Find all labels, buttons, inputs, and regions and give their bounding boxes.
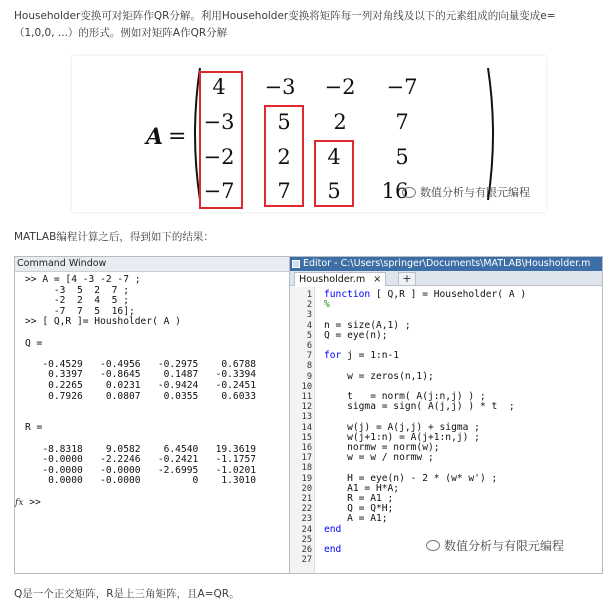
code-line: R = A1 ; <box>324 493 394 505</box>
code-line: n = size(A,1) ; <box>324 319 411 331</box>
command-output-line: 0.7926 0.0807 0.0355 0.6033 <box>25 390 257 402</box>
command-output-line: -7 7 5 16]; <box>25 305 135 317</box>
line-number: 8 <box>306 361 312 372</box>
prompt-symbol: >> <box>29 497 41 508</box>
matrix-label: A <box>146 124 164 150</box>
command-output-line: -8.8318 9.0582 6.4540 19.3619 <box>25 443 257 455</box>
line-number: 2 <box>306 300 312 311</box>
command-output-line: >> A = [4 -3 -2 -7 ; <box>25 274 141 285</box>
wechat-icon <box>402 187 416 198</box>
line-number: 4 <box>306 320 312 331</box>
command-output-line <box>25 413 256 424</box>
command-output-line <box>25 434 256 445</box>
matlab-paragraph: MATLAB编程计算之后，得到如下的结果： <box>14 231 214 243</box>
command-output-line: -0.0000 -0.0000 -2.6995 -1.0201 <box>25 464 257 476</box>
command-output-line: Q = <box>25 337 43 349</box>
line-number: 11 <box>301 392 312 403</box>
code-line: % <box>324 299 330 311</box>
code-line: end <box>324 523 342 535</box>
line-number: 21 <box>301 494 312 505</box>
command-output-line: 0.2265 0.0231 -0.9424 -0.2451 <box>25 379 257 391</box>
code-line: A1 = H*A; <box>324 482 400 494</box>
intro-line-1: Householder变换可对矩阵作QR分解。利用Householder变换将矩阵每一列对角线及以下的元素组成的向量变成e= <box>14 10 556 22</box>
editor-window <box>290 257 602 573</box>
command-output-line: -0.4529 -0.4956 -0.2975 0.6788 <box>25 358 257 370</box>
line-number: 15 <box>301 432 312 443</box>
command-window-output <box>25 275 256 487</box>
command-output-line <box>25 402 256 413</box>
tab-label: Housholder.m <box>299 274 366 285</box>
code-line: sigma = sign( A(j,j) ) * t ; <box>324 401 515 413</box>
line-number: 1 <box>306 290 312 300</box>
editor-title-bar <box>290 257 602 271</box>
matrix-cell: 4 <box>327 145 341 169</box>
line-number: 16 <box>301 443 312 454</box>
matrix-equals: = <box>168 124 187 149</box>
code-line: normw = norm(w); <box>324 442 440 454</box>
command-output-line <box>25 328 256 339</box>
editor-watermark <box>426 537 564 554</box>
command-output-line: 0.0000 -0.0000 0 1.3010 <box>25 475 257 487</box>
intro-line-2: （1,0,0, ...）的形式。例如对矩阵A作QR分解 <box>14 27 228 39</box>
command-output-line: -2 2 4 5 ; <box>25 295 129 307</box>
line-number: 22 <box>301 504 312 515</box>
line-number: 20 <box>301 483 312 494</box>
line-number: 7 <box>306 351 312 362</box>
command-output-line: >> [ Q,R ]= Housholder( A ) <box>25 316 181 328</box>
code-line: t = norm( A(j:n,j) ) ; <box>324 391 486 403</box>
matrix-cell: −2 <box>324 75 356 99</box>
matrix-figure <box>72 56 546 212</box>
line-number: 14 <box>301 422 312 433</box>
code-line: Q = Q*H; <box>324 503 394 515</box>
code-line <box>324 555 526 565</box>
command-window-title: Command Window <box>15 257 289 272</box>
code-line: end <box>324 544 342 556</box>
command-output-line: -3 5 2 7 ; <box>25 284 129 296</box>
code-line: w(j) = A(j,j) + sigma ; <box>324 421 480 433</box>
line-number: 27 <box>301 555 312 566</box>
matrix-cell: 2 <box>333 110 347 134</box>
right-paren <box>486 66 500 202</box>
line-number: 26 <box>301 545 312 556</box>
matrix-cell: 16 <box>381 179 409 203</box>
code-line: w = zeros(n,1); <box>324 370 434 382</box>
matrix-cell: −7 <box>203 179 235 203</box>
line-number: 5 <box>306 330 312 341</box>
line-number: 3 <box>306 310 312 321</box>
matrix-cell: 5 <box>327 179 341 203</box>
editor-tab-bar <box>290 271 602 286</box>
matrix-cell: −3 <box>264 75 296 99</box>
matrix-cell: 2 <box>277 145 291 169</box>
add-tab-button[interactable]: + <box>398 272 416 286</box>
code-line: H = eye(n) - 2 * (w* w') ; <box>324 472 498 484</box>
code-line: Q = eye(n); <box>324 329 388 341</box>
tab-housholder[interactable] <box>294 272 386 286</box>
matrix-cell: −7 <box>386 75 418 99</box>
code-area[interactable] <box>324 290 526 565</box>
watermark <box>402 184 530 200</box>
line-number: 13 <box>301 412 312 423</box>
command-prompt[interactable] <box>15 497 41 508</box>
close-icon[interactable]: × <box>373 274 382 285</box>
fx-icon: fx <box>15 498 24 508</box>
wechat-icon <box>426 540 440 551</box>
matlab-screenshot <box>14 256 603 574</box>
code-line: for j = 1:n-1 <box>324 350 400 362</box>
editor-window-icon <box>292 260 300 268</box>
conclusion-paragraph: Q是一个正交矩阵，R是上三角矩阵，且A=QR。 <box>14 588 240 600</box>
matrix-cell: 4 <box>212 75 226 99</box>
matrix-cell: 5 <box>277 110 291 134</box>
line-number: 17 <box>301 453 312 464</box>
watermark-text: 数值分析与有限元编程 <box>444 539 565 553</box>
matrix-cell: 7 <box>395 110 409 134</box>
line-number: 10 <box>301 381 312 392</box>
line-number: 19 <box>301 473 312 484</box>
matrix-cell: 7 <box>277 179 291 203</box>
line-number: 24 <box>301 524 312 535</box>
command-window <box>15 257 290 573</box>
watermark-text: 数值分析与有限元编程 <box>420 186 530 199</box>
code-line: A = A1; <box>324 513 388 525</box>
line-number: 23 <box>301 514 312 525</box>
code-line: function [ Q,R ] = Householder( A ) <box>324 289 527 300</box>
command-output-line: 0.3397 -0.8645 0.1487 -0.3394 <box>25 369 257 381</box>
line-number: 25 <box>301 534 312 545</box>
matrix-cell: −3 <box>203 110 235 134</box>
code-line: w(j+1:n) = A(j+1:n,j) ; <box>324 431 480 443</box>
line-number: 9 <box>306 371 312 382</box>
line-numbers <box>290 290 312 565</box>
code-line: w = w / normw ; <box>324 452 434 464</box>
editor-title: Editor - C:\Users\springer\Documents\MATLAB\Housholder.m <box>303 258 591 269</box>
matrix-cell: 5 <box>395 145 409 169</box>
line-number: 6 <box>306 341 312 352</box>
line-number: 12 <box>301 402 312 413</box>
matrix-cell: −2 <box>203 145 235 169</box>
command-output-line: -0.0000 -2.2246 -0.2421 -1.1757 <box>25 454 257 466</box>
command-output-line: R = <box>25 422 43 434</box>
intro-paragraph <box>14 8 594 42</box>
line-number: 18 <box>301 463 312 474</box>
